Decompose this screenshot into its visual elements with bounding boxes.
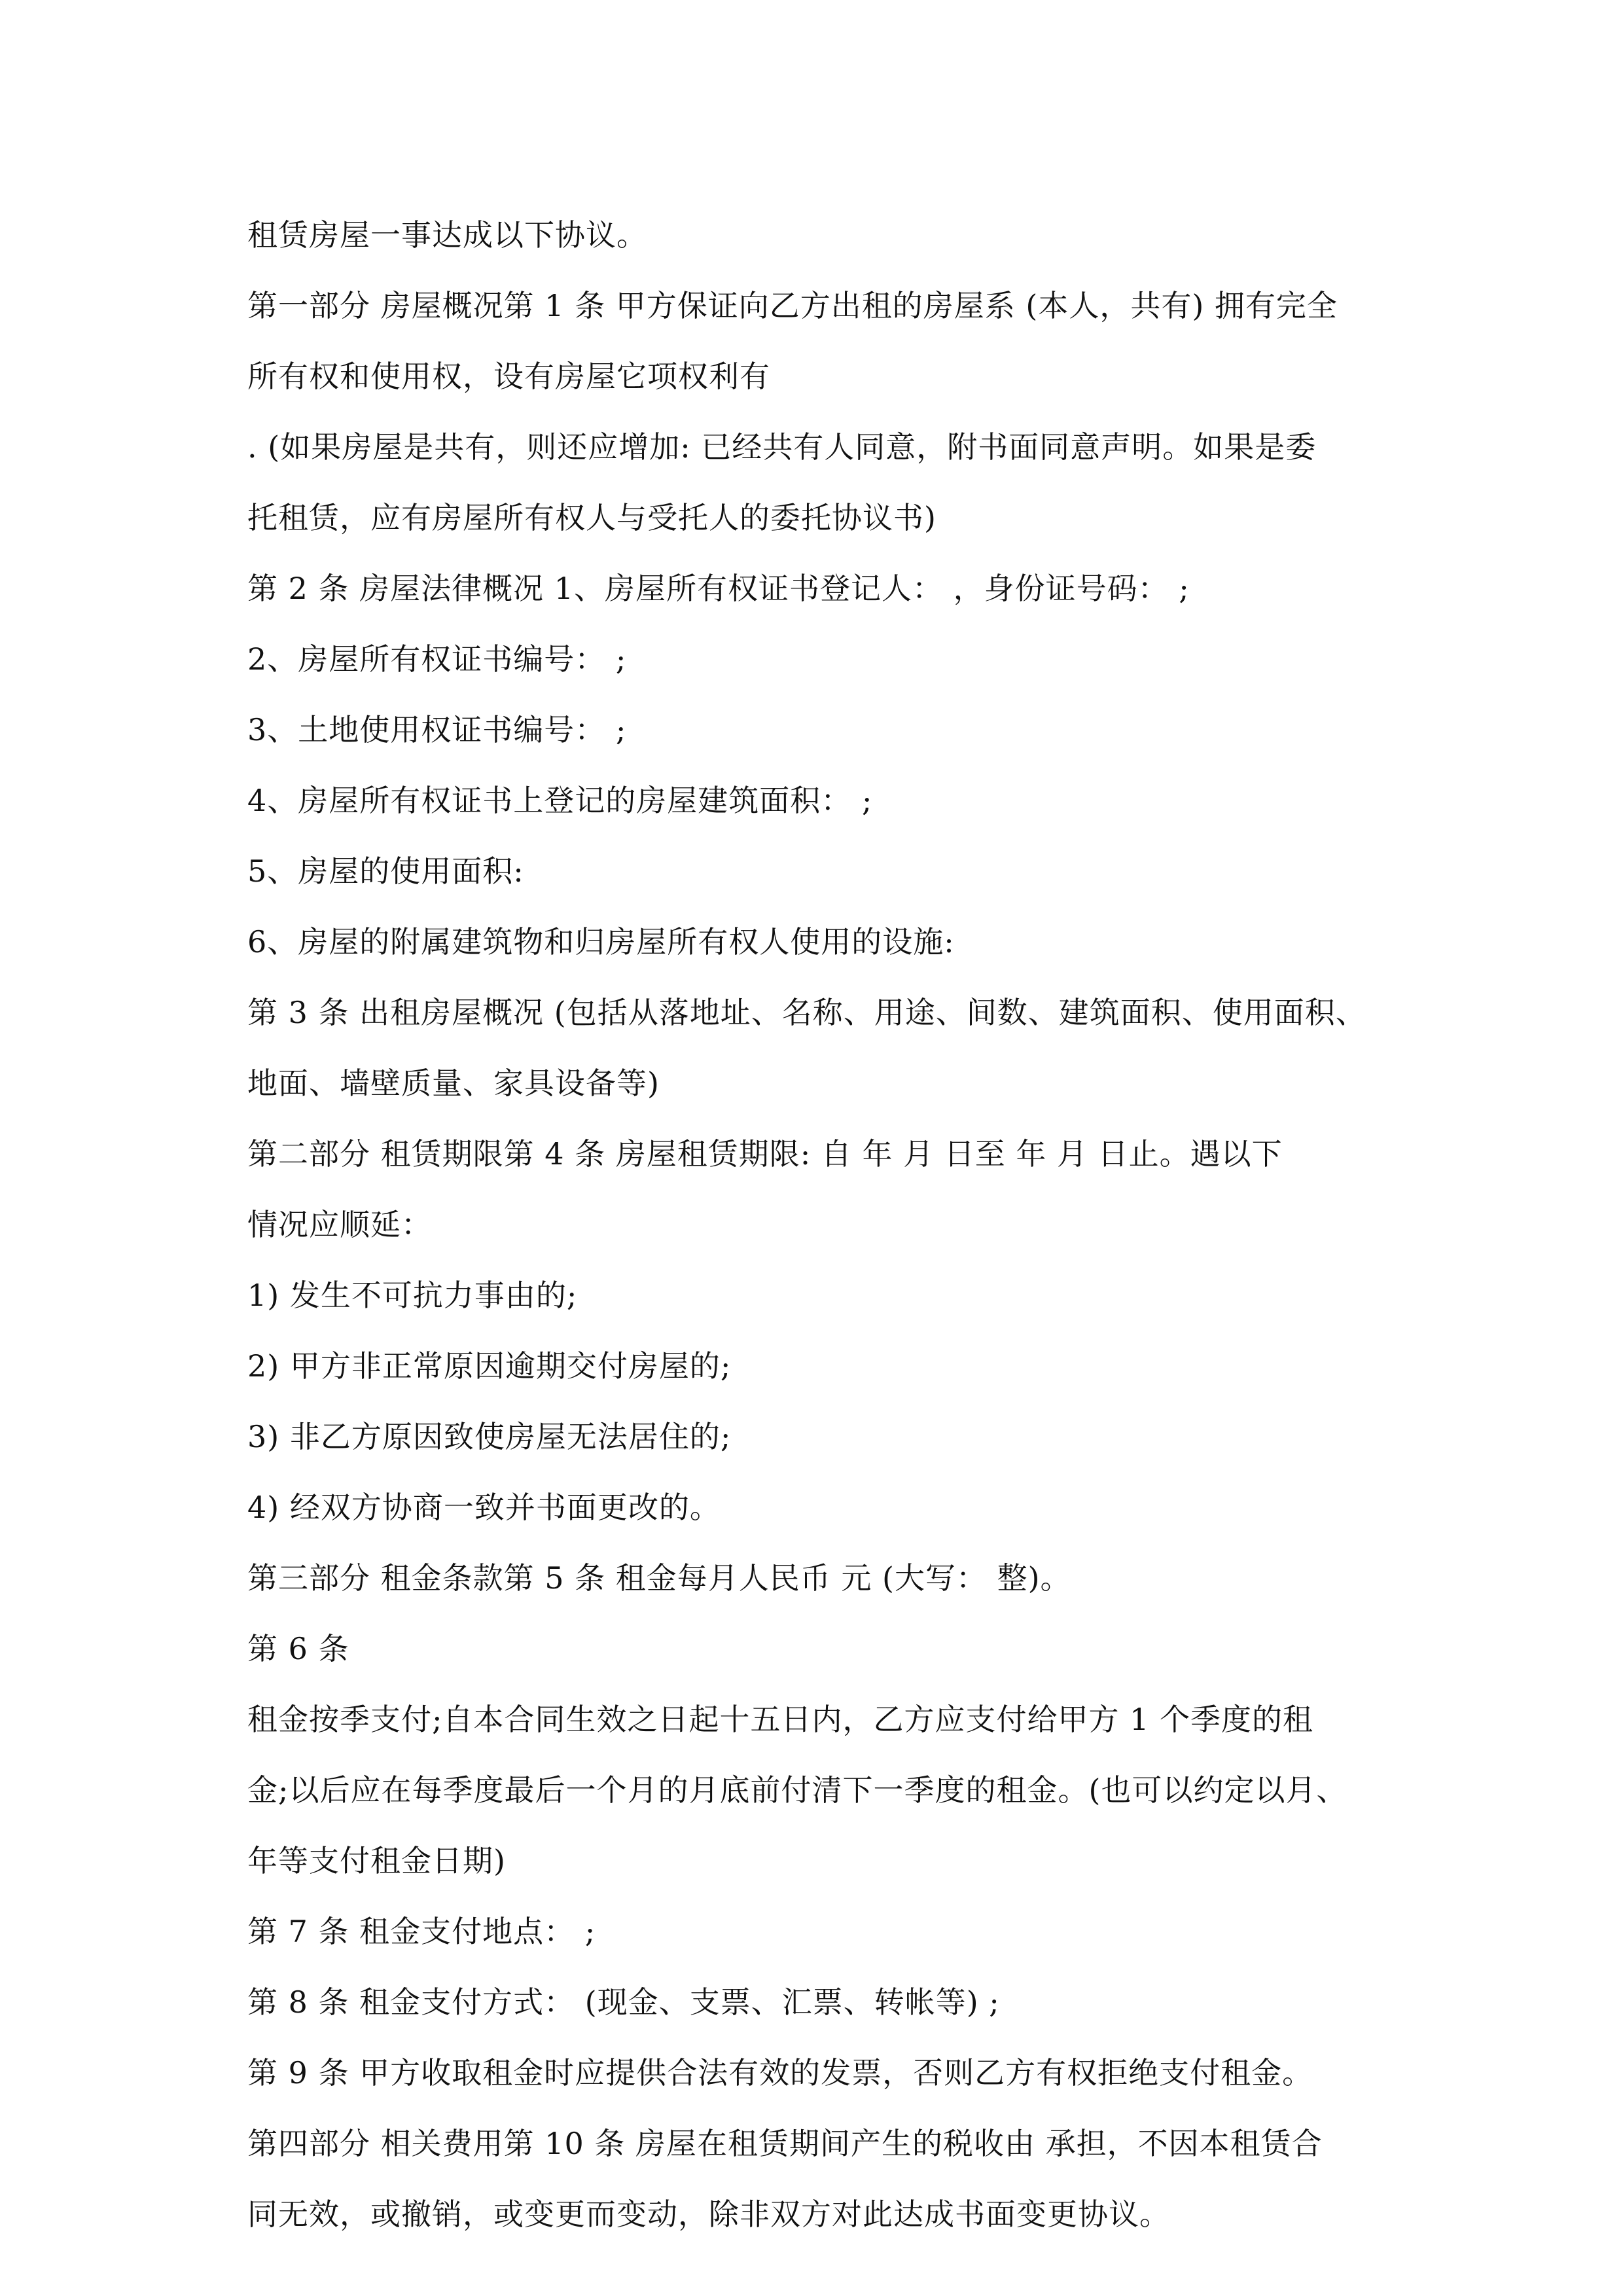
text-line: 年等支付租金日期)	[247, 1843, 506, 1878]
text-line: 6、房屋的附属建筑物和归房屋所有权人使用的设施:	[247, 924, 955, 960]
text-line: 2) 甲方非正常原因逾期交付房屋的;	[247, 1348, 732, 1384]
text-line: 第二部分 租赁期限第 4 条 房屋租赁期限: 自 年 月 日至 年 月 日止。遇以下	[247, 1136, 1283, 1172]
text-line: 地面、墙壁质量、家具设备等)	[247, 1066, 660, 1101]
text-line: 租赁房屋一事达成以下协议。	[247, 217, 647, 253]
text-line: 第三部分 租金条款第 5 条 租金每月人民币 元 (大写： 整)。	[247, 1560, 1071, 1596]
text-line: 所有权和使用权，设有房屋它项权利有	[247, 359, 770, 394]
text-line: 托租赁，应有房屋所有权人与受托人的委托协议书)	[247, 500, 936, 535]
text-line: 金;以后应在每季度最后一个月的月底前付清下一季度的租金。(也可以约定以月、	[247, 1772, 1347, 1808]
text-line: 第 6 条	[247, 1631, 349, 1666]
text-line: 情况应顺延：	[247, 1207, 432, 1242]
text-line: 第 9 条 甲方收取租金时应提供合法有效的发票，否则乙方有权拒绝支付租金。	[247, 2055, 1313, 2090]
text-line: 4) 经双方协商一致并书面更改的。	[247, 1490, 721, 1525]
text-line: 3) 非乙方原因致使房屋无法居住的;	[247, 1419, 732, 1454]
text-line: 同无效，或撤销，或变更而变动，除非双方对此达成书面变更协议。	[247, 2197, 1170, 2232]
text-line: 第一部分 房屋概况第 1 条 甲方保证向乙方出租的房屋系 (本人，共有) 拥有完全	[247, 288, 1338, 323]
text-line: 3、土地使用权证书编号： ;	[247, 712, 627, 747]
text-line: 第 7 条 租金支付地点： ;	[247, 1914, 596, 1949]
document-body	[247, 200, 1399, 2250]
text-line: 5、房屋的使用面积:	[247, 853, 524, 889]
text-line: . (如果房屋是共有，则还应增加: 已经共有人同意，附书面同意声明。如果是委	[247, 429, 1317, 465]
text-line: 第 8 条 租金支付方式： (现金、支票、汇票、转帐等) ;	[247, 1984, 1000, 2020]
text-line: 第 3 条 出租房屋概况 (包括从落地址、名称、用途、间数、建筑面积、使用面积、	[247, 995, 1366, 1030]
text-line: 第四部分 相关费用第 10 条 房屋在租赁期间产生的税收由 承担，不因本租赁合	[247, 2126, 1323, 2161]
text-line: 1) 发生不可抗力事由的;	[247, 1278, 578, 1313]
text-line: 2、房屋所有权证书编号： ;	[247, 641, 627, 677]
text-line: 租金按季支付;自本合同生效之日起十五日内，乙方应支付给甲方 1 个季度的租	[247, 1702, 1314, 1737]
text-line: 4、房屋所有权证书上登记的房屋建筑面积： ;	[247, 783, 873, 818]
text-line: 第 2 条 房屋法律概况 1、房屋所有权证书登记人： ，身份证号码： ;	[247, 571, 1190, 606]
